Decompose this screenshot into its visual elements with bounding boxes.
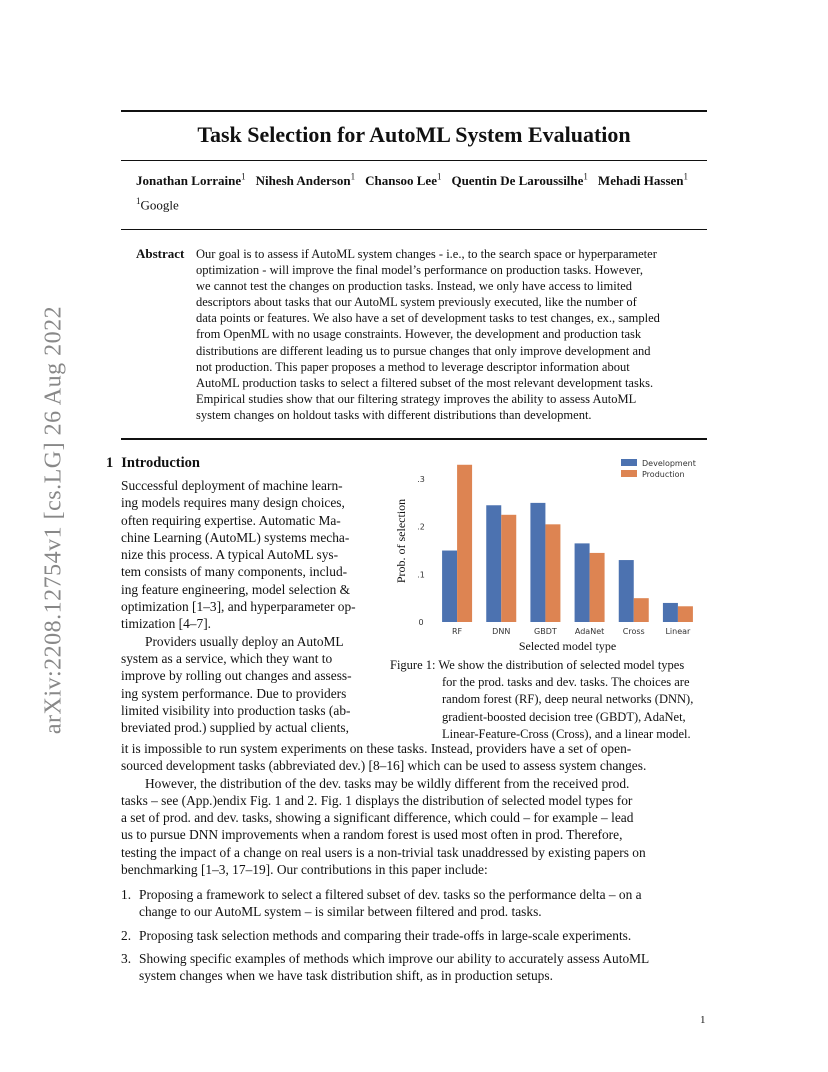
x-axis-label: Selected model type [518,639,617,653]
author [136,173,246,188]
abstract-line: Our goal is to assess if AutoML system changes - i.e., to the search space or hyperparameter [196,247,657,261]
y-tick-label: .3 [417,475,425,485]
list-item-line: Showing specific examples of methods which improve our ability to accurately assess AutoML [139,950,650,966]
paragraph-line: improve by rolling out changes and assess- [121,668,352,684]
x-tick-label: AdaNet [574,627,605,636]
bar-production-adanet [590,553,605,622]
paragraph-line: often requiring expertise. Automatic Ma- [121,512,341,528]
section-heading [106,455,200,472]
paragraph-line: Providers usually deploy an AutoML [145,633,344,649]
paragraph-line: it is impossible to run system experiments on these tasks. Instead, providers have a set of open- [121,741,632,756]
page-number: 1 [700,1014,706,1026]
paragraph-line: nize this process. A typical AutoML sys- [121,547,339,563]
y-tick-label: 0 [418,618,424,627]
abstract-line: data points or features. We also have a set of development tasks to test changes, ex., sampled [196,311,660,326]
title-rule [121,160,707,161]
caption-line: Linear-Feature-Cross (Cross), and a linear model. [442,726,691,741]
y-axis-label: Prob. of selection [394,498,408,584]
bar-development-dnn [486,505,501,622]
list-item-line: Proposing a framework to select a filtered subset of dev. tasks so the performance delta – on a [139,887,642,902]
bar-development-rf [442,551,457,622]
abstract-text [196,246,696,423]
affiliation [136,196,179,213]
arxiv-stamp: arXiv:2208.12754v1 [cs.LG] 26 Aug 2022 [40,305,67,735]
bar-production-gbdt [545,524,560,622]
abstract-label: Abstract [136,246,185,261]
legend-swatch-production [621,470,637,477]
paragraph-line: limited visibility into production tasks (ab- [121,702,351,718]
author-list [136,172,698,189]
author-name: Nihesh Anderson [255,173,351,189]
paragraph-line: tasks – see (App.)endix Fig. 1 and 2. Fig. 1 displays the distribution of selected model types for [121,792,633,808]
bar-production-rf [457,465,472,622]
caption-line: for the prod. tasks and dev. tasks. The choices are [442,675,690,690]
paragraph-line: us to pursue DNN improvements when a random forest is used most often in prod. Therefore, [121,827,623,843]
x-tick-label: Linear [665,627,691,636]
intro-full-width [121,740,711,878]
legend-swatch-development [621,459,637,466]
abstract-line: descriptors about tasks that our AutoML system previously executed, like the number of [196,295,637,310]
caption-text: We show the distribution of selected model types [438,658,685,672]
abstract-line: from OpenML with no usage constraints. However, the development and production task [196,327,642,342]
list-item-line: Proposing task selection methods and comparing their trade-offs in large-scale experiments. [139,927,632,943]
paragraph-line: timization [4–7]. [121,616,211,632]
section-number: 1 [106,455,114,471]
paragraph-line: benchmarking [1–3, 17–19]. Our contributions in this paper include: [121,862,488,878]
author-affil-mark: 1 [683,172,689,182]
top-rule [121,110,707,112]
paragraph-line: chine Learning (AutoML) systems mecha- [121,529,350,545]
list-number: 1. [121,887,132,902]
abstract-rule [121,438,707,440]
bar-development-adanet [575,543,590,622]
abstract-line: AutoML production tasks to select a filtered subset of the most relevant development tasks. [196,375,654,390]
abstract-line: system changes on holdout tasks with different distributions than development. [196,407,592,422]
contribution-list [121,886,711,990]
y-tick-label: .1 [417,570,425,580]
paragraph-line: However, the distribution of the dev. tasks may be wildly different from the received prod. [145,775,630,791]
author-name: Quentin De Laroussilhe [451,173,584,189]
x-tick-label: DNN [492,627,511,636]
list-number: 2. [121,927,132,943]
caption-label: Figure 1: [390,658,436,672]
paragraph-line: system as a service, which they want to [121,650,333,666]
author [256,173,356,188]
x-tick-label: GBDT [534,627,557,636]
bar-production-cross [634,598,649,622]
y-tick-label: .2 [417,522,425,532]
author-affil-mark: 1 [583,172,588,182]
abstract-line: not production. This paper proposes a method to leverage descriptor information about [196,359,630,374]
abstract-line: optimization - will improve the final model’s performance on production tasks. However, [196,263,643,278]
list-item [121,950,711,985]
list-item-line: change to our AutoML system – is similar between filtered and prod. tasks. [139,904,542,920]
abstract-line: Empirical studies show that our filtering strategy improves the ability to assess AutoML [196,391,637,406]
intro-left-column [121,477,383,736]
author-affil-mark: 1 [436,172,442,182]
author [365,173,441,188]
paper-title: Task Selection for AutoML System Evaluation [197,122,631,147]
author-name: Chansoo Lee [365,173,437,189]
list-item [121,886,711,921]
paragraph-line: sourced development tasks (abbreviated dev.) [8–16] which can be used to assess system changes. [121,758,647,774]
author-name: Jonathan Lorraine [136,173,242,189]
bar-development-gbdt [530,503,545,622]
affiliation-name: Google [140,197,179,213]
author-name: Mehadi Hassen [597,173,684,189]
paragraph-line: testing the impact of a change on real users is a non-trivial task unaddressed by existing papers on [121,844,646,860]
list-number: 3. [121,950,132,966]
author [451,173,587,188]
legend-label-production: Production [642,470,685,479]
affiliation-mark: 1 [136,196,141,206]
caption-line [390,657,720,674]
section-title: Introduction [121,455,200,471]
paragraph-line: ing system performance. Due to providers [121,685,347,701]
figure-1 [385,452,715,662]
figure-caption [390,657,720,743]
paragraph-line: breviated prod.) supplied by actual clients, [121,720,349,736]
paragraph-line: ing feature engineering, model selection & [121,581,351,597]
bar-production-dnn [501,515,516,622]
author-affil-mark: 1 [350,172,356,182]
list-item [121,927,711,944]
abstract-line: we cannot test the changes on production tasks. Instead, we only have access to limited [196,279,632,294]
x-tick-label: RF [451,627,463,636]
author [598,173,688,188]
paragraph-line: optimization [1–3], and hyperparameter op- [121,599,356,615]
paragraph-line: Successful deployment of machine learn- [121,478,343,493]
paragraph-line: tem consists of many components, includ- [121,564,348,580]
x-tick-label: Cross [622,627,645,636]
bar-development-linear [663,603,678,622]
authors-rule [121,229,707,230]
legend-label-development: Development [642,459,696,468]
bar-chart [385,452,715,662]
abstract-line: distributions are different leading us to pursue changes that only improve development and [196,343,651,358]
author-affil-mark: 1 [241,172,246,182]
paragraph-line: ing models requires many design choices, [121,495,345,511]
paragraph-line: a set of prod. and dev. tasks, showing a significant difference, which could – for example – lead [121,810,634,826]
bar-development-cross [619,560,634,622]
caption-line: gradient-boosted decision tree (GBDT), AdaNet, [442,709,686,724]
list-item-line: system changes when we have task distribution shift, as in production setups. [139,968,553,984]
bar-production-linear [678,606,693,622]
caption-line: random forest (RF), deep neural networks (DNN), [442,692,694,707]
